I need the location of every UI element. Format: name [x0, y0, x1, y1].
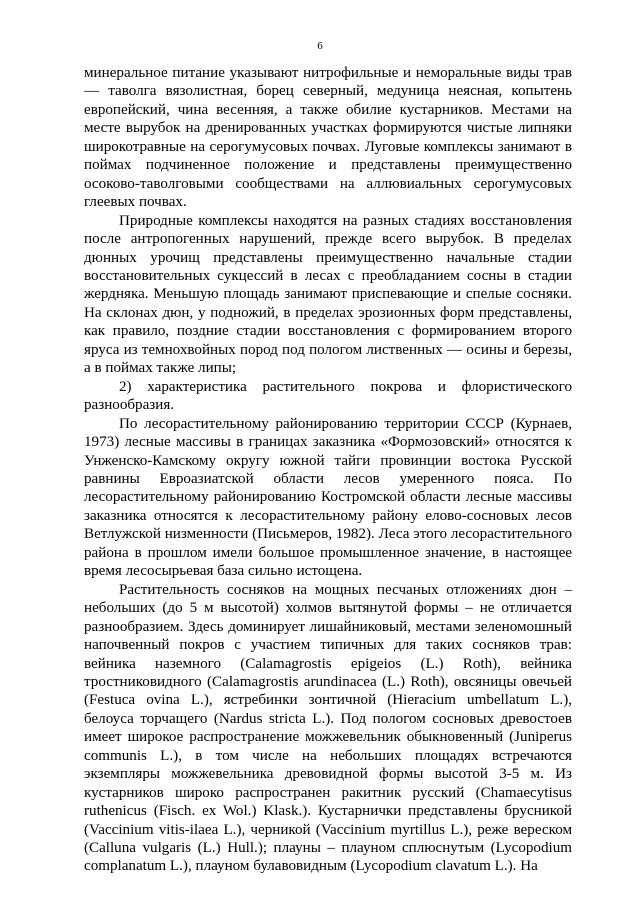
paragraph-vegetation-heading: 2) характеристика растительного покрова и флористического разнообразия.	[84, 378, 572, 414]
page-number: 6	[317, 40, 323, 52]
paragraph-forest-zoning: По лесорастительному районированию территории СССР (Курнаев, 1973) лесные массивы в границах заказника «Формозовский» относятся к Унженско-Камскому округу южной тайги провинции востока Русской равнины Евроазиатской области лесов умеренного пояса. По лесорастительному районированию Костромской области лесные массивы заказника относятся к лесорастительному району елово-сосновых лесов Ветлужской низменности (Письмеров, 1982). Леса этого лесорастительного района в прошлом имели большое промышленное значение, в настоящее время лесосырьевая база сильно истощена.	[84, 415, 572, 580]
document-body	[84, 64, 572, 876]
paragraph-restoration-stages: Природные комплексы находятся на разных стадиях восстановления после антропогенных нарушений, прежде всего вырубок. В пределах дюнных урочищ представлены преимущественно начальные стадии восстановительных сукцессий в лесах с преобладанием сосны в стадии жердняка. Меньшую площадь занимают приспевающие и спелые сосняки. На склонах дюн, у подножий, в пределах эрозионных форм представлены, как правило, поздние стадии восстановления с формированием второго яруса из темнохвойных пород под пологом лиственных — осины и березы, а в поймах также липы;	[84, 212, 572, 377]
paragraph-mineral-nutrition: минеральное питание указывают нитрофильные и неморальные виды трав — таволга вязолистная, борец северный, медуница неясная, копытень европейский, чина весенняя, а также обилие кустарников. Местами на месте вырубок на дренированных участках формируются чистые липняки широкотравные на серогумусовых почвах. Луговые комплексы занимают в поймах подчиненное положение и представлены преимущественно осоково-таволговыми сообществами на аллювиальных серогумусовых глеевых почвах.	[84, 65, 572, 211]
paragraph-pine-vegetation: Растительность сосняков на мощных песчаных отложениях дюн – небольших (до 5 м высотой) холмов вытянутой формы – не отличается разнообразием. Здесь доминирует лишайниковый, местами зеленомошный напочвенный покров с участием типичных для таких сосняков трав: вейника наземного (Calamagrostis epigeios (L.) Roth), вейника тростниковидного (Calamagrostis arundinacea (L.) Roth), овсяницы овечьей (Festuca ovina L.), ястребинки зонтичной (Hieracium umbellatum L.), белоуса торчащего (Nardus stricta L.). Под пологом сосновых древостоев имеет широкое распространение можжевельник обыкновенный (Juniperus communis L.), в том числе на небольших площадях встречаются экземпляры можжевельника древовидной формы высотой 3-5 м. Из кустарников широко распространен ракитник русский (Chamaecytisus ruthenicus (Fisch. ex Wol.) Klask.). Кустарнички представлены брусникой (Vaccinium vitis-ilaea L.), черникой (Vaccinium myrtillus L.), реже вереском (Calluna vulgaris (L.) Hull.); плауны – плауном сплюснутым (Lycopodium complanatum L.), плауном булавовидным (Lycopodium clavatum L.). На	[84, 581, 572, 875]
